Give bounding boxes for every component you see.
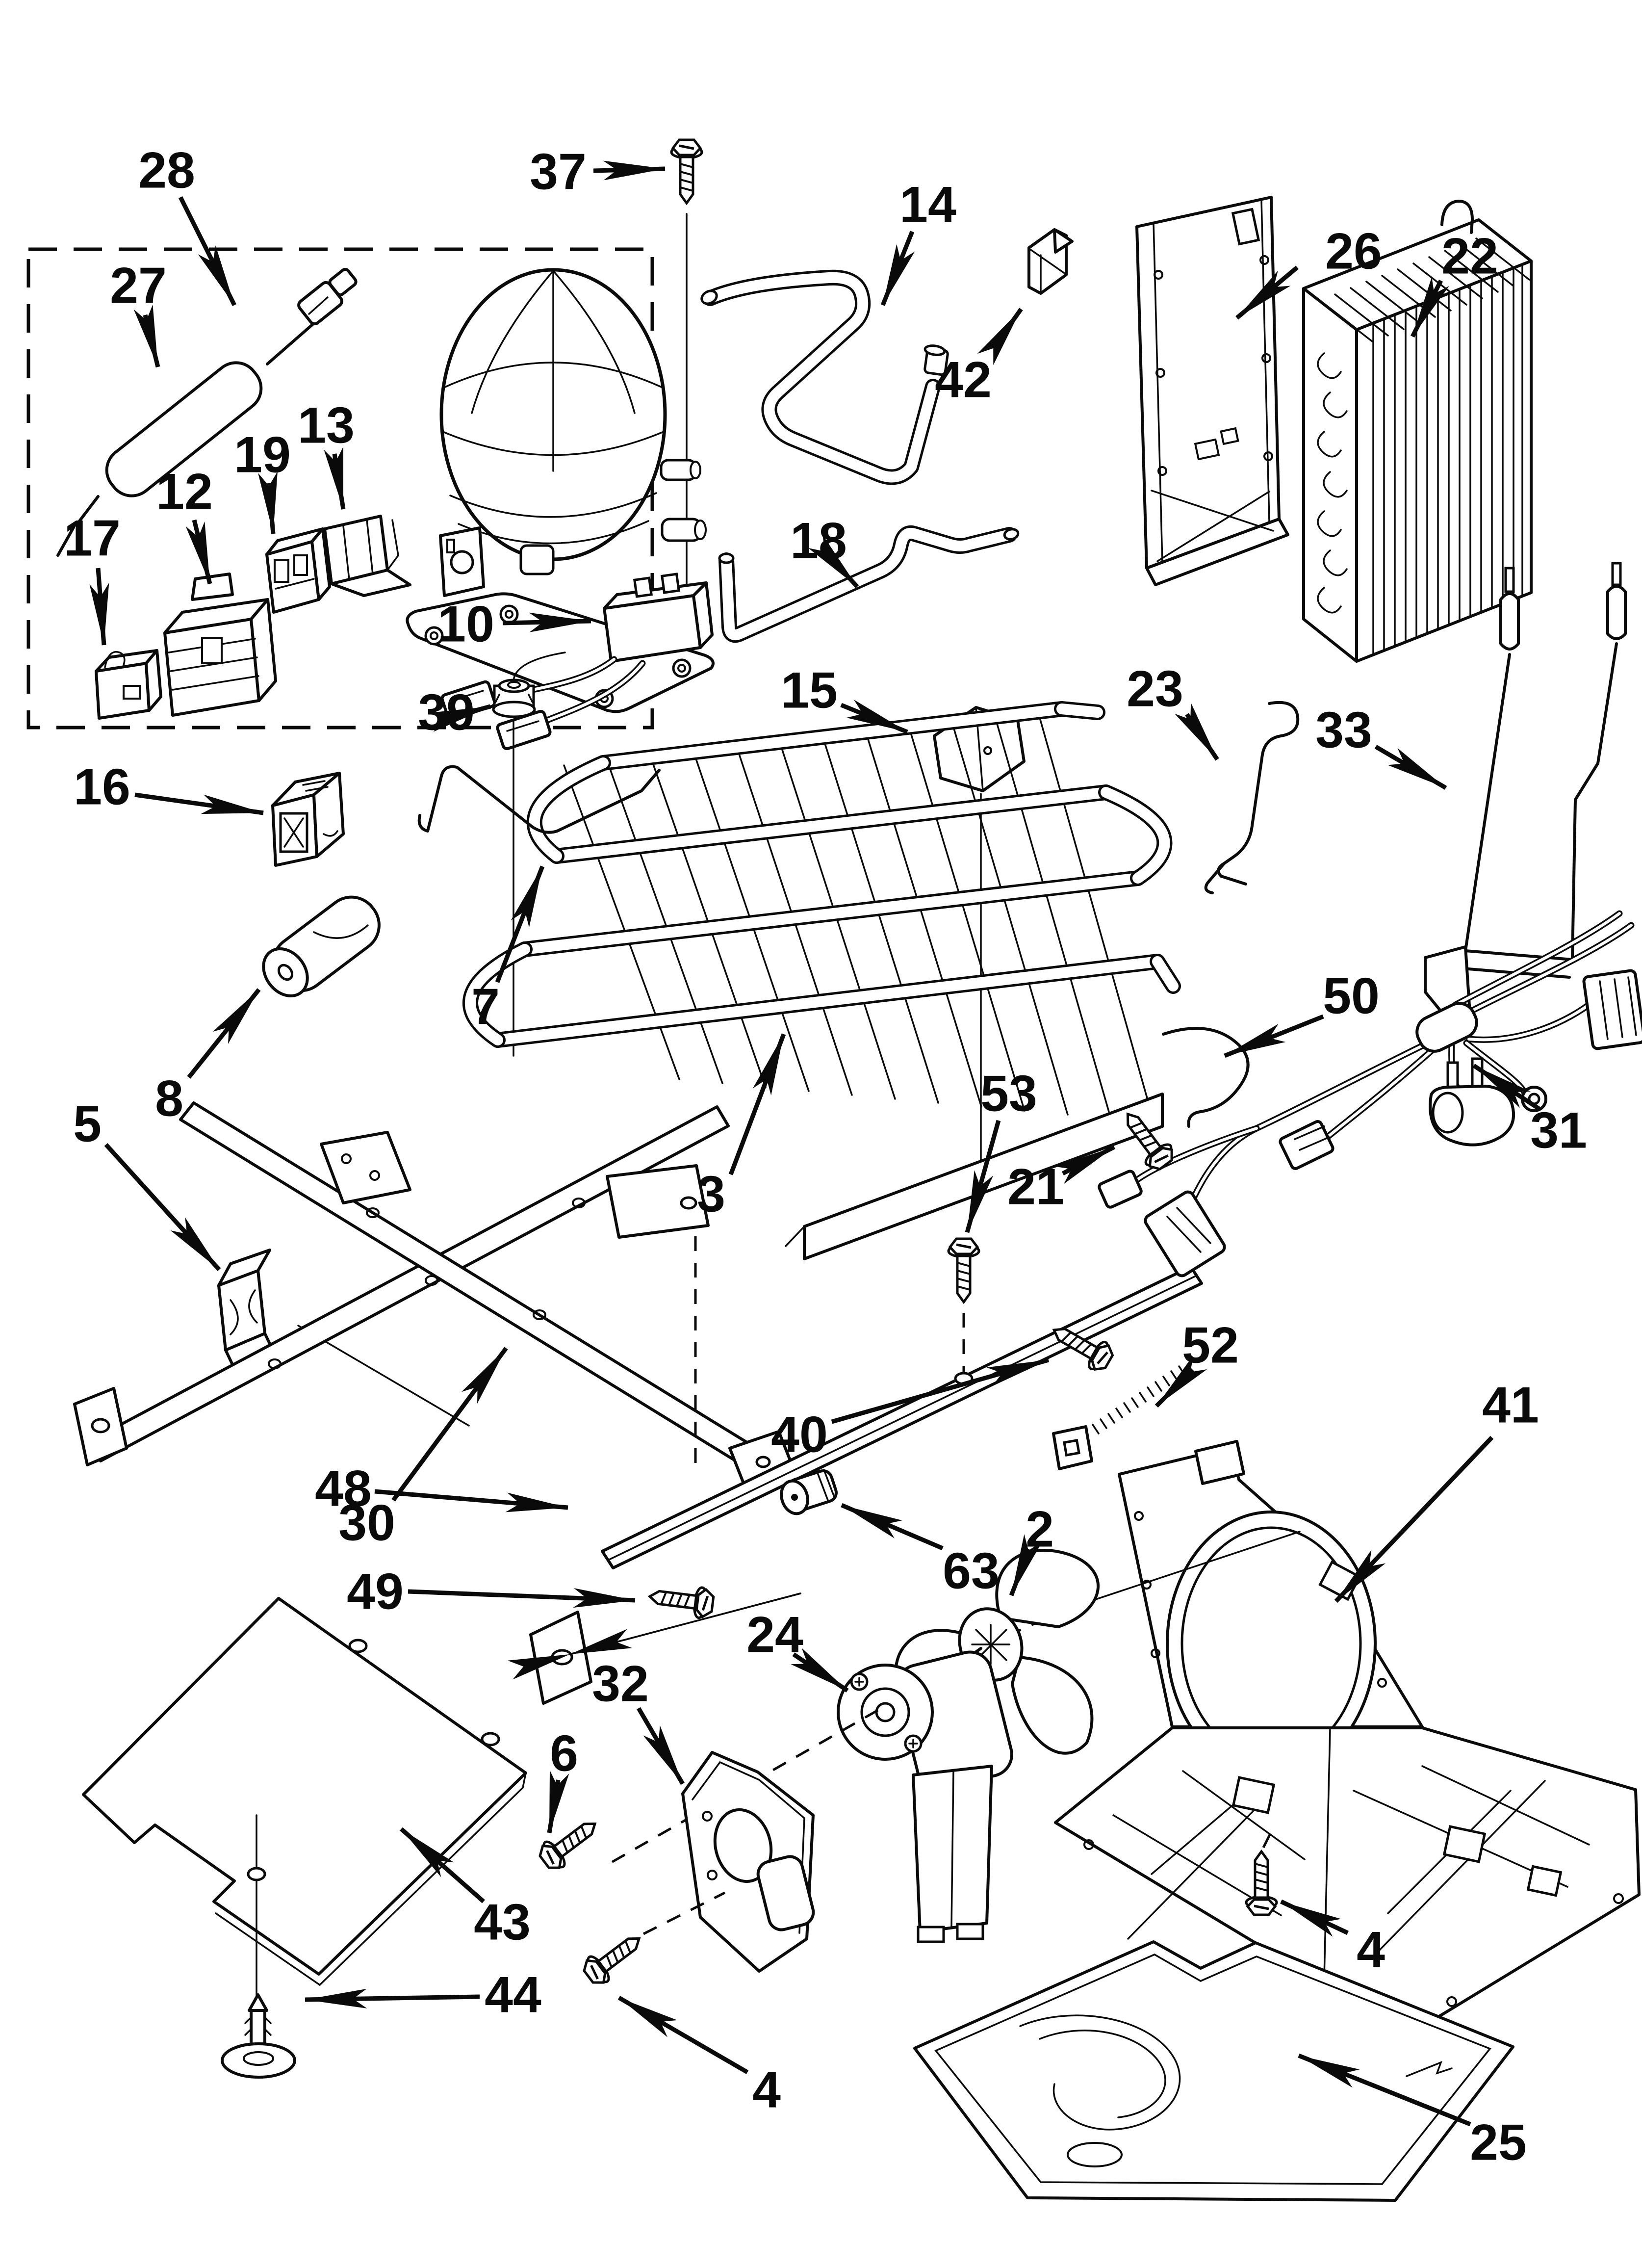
callout-arrow-27 bbox=[145, 315, 158, 367]
part-number-label-15: 15 bbox=[781, 662, 838, 719]
compressor-terminal-box bbox=[440, 528, 484, 596]
part-19-relay bbox=[267, 529, 330, 612]
part-number-label-63: 63 bbox=[943, 1542, 1000, 1600]
callout-19 bbox=[234, 426, 291, 534]
part-number-label-12: 12 bbox=[156, 463, 213, 521]
part-24-fan-motor bbox=[838, 1647, 1016, 1942]
callout-arrow-44 bbox=[305, 1997, 480, 2000]
part-18-tube bbox=[719, 528, 1019, 635]
callout-arrow-37 bbox=[593, 169, 665, 171]
part-52-cable-tie bbox=[1053, 1360, 1198, 1469]
callout-arrow-63 bbox=[842, 1505, 943, 1548]
part-50-clip bbox=[1163, 1028, 1248, 1126]
callout-32 bbox=[592, 1655, 683, 1784]
callout-arrow-7 bbox=[497, 866, 542, 982]
callout-17 bbox=[64, 510, 121, 645]
part-number-label-3: 3 bbox=[697, 1166, 725, 1223]
part-number-label-19: 19 bbox=[234, 426, 291, 484]
part-30-frame bbox=[75, 1103, 797, 1494]
callout-50 bbox=[1225, 967, 1380, 1056]
part-number-label-24: 24 bbox=[746, 1606, 803, 1664]
callout-arrow-5 bbox=[106, 1145, 219, 1270]
part-number-label-44: 44 bbox=[485, 1966, 541, 2024]
part-13-cover bbox=[325, 516, 410, 596]
part-14-tube bbox=[699, 278, 948, 477]
callout-arrow-16 bbox=[135, 795, 263, 813]
part-number-label-41: 41 bbox=[1482, 1377, 1539, 1434]
callout-arrow-30 bbox=[393, 1348, 506, 1500]
callout-arrow-48 bbox=[375, 1491, 568, 1508]
callout-27 bbox=[110, 257, 167, 367]
part-17-relay bbox=[96, 651, 161, 718]
part-number-label-32: 32 bbox=[592, 1655, 649, 1713]
part-number-label-48: 48 bbox=[315, 1460, 372, 1517]
callout-30 bbox=[338, 1348, 506, 1551]
callout-arrow-28 bbox=[180, 197, 234, 305]
part-number-label-40: 40 bbox=[771, 1406, 828, 1463]
part-number-label-23: 23 bbox=[1127, 660, 1183, 718]
part-number-label-16: 16 bbox=[74, 758, 130, 816]
callout-arrow-14 bbox=[883, 232, 912, 305]
callout-arrow-33 bbox=[1376, 747, 1446, 788]
callout-arrow-6 bbox=[549, 1780, 558, 1833]
harness-connector bbox=[1583, 970, 1642, 1049]
callout-arrow-49 bbox=[408, 1591, 635, 1600]
callout-13 bbox=[298, 397, 355, 509]
part-12-start-device bbox=[165, 574, 276, 715]
callout-arrow-41 bbox=[1336, 1437, 1492, 1601]
part-number-label-10: 10 bbox=[437, 596, 494, 653]
callout-16 bbox=[74, 758, 263, 815]
callout-arrow-32 bbox=[639, 1708, 683, 1784]
part-number-label-50: 50 bbox=[1323, 967, 1380, 1025]
part-number-label-39: 39 bbox=[418, 684, 475, 741]
part-43-cover-plate bbox=[83, 1598, 526, 2006]
callout-24 bbox=[746, 1606, 847, 1691]
part-number-label-49: 49 bbox=[347, 1563, 404, 1620]
callout-37 bbox=[530, 143, 665, 200]
part-number-label-14: 14 bbox=[899, 176, 956, 234]
part-number-label-27: 27 bbox=[110, 257, 167, 314]
part-37-screw bbox=[671, 140, 702, 203]
callout-4-39 bbox=[619, 1998, 781, 2118]
part-number-label-6: 6 bbox=[550, 1725, 578, 1782]
callout-14 bbox=[883, 176, 956, 305]
part-44-push-pin bbox=[222, 1995, 295, 2077]
callout-8 bbox=[155, 990, 259, 1127]
callout-arrow-4 bbox=[619, 1998, 747, 2072]
part-number-label-30: 30 bbox=[338, 1494, 395, 1552]
callout-arrow-3 bbox=[731, 1034, 784, 1174]
callout-48 bbox=[315, 1460, 568, 1517]
part-number-label-53: 53 bbox=[980, 1065, 1037, 1122]
callout-63 bbox=[842, 1505, 1000, 1599]
callout-33 bbox=[1315, 702, 1446, 788]
part-48-rail bbox=[531, 1267, 1202, 1703]
callout-52 bbox=[1156, 1317, 1239, 1406]
part-23-hook bbox=[1206, 703, 1298, 893]
callout-arrow-17 bbox=[98, 568, 104, 645]
callout-arrow-40 bbox=[832, 1360, 1049, 1422]
part-49-screw bbox=[648, 1581, 715, 1619]
callout-arrow-23 bbox=[1187, 714, 1217, 759]
callout-43 bbox=[401, 1829, 531, 1951]
callout-arrow-10 bbox=[503, 621, 591, 623]
part-number-label-4: 4 bbox=[1357, 1921, 1385, 1979]
callout-arrow-50 bbox=[1225, 1017, 1323, 1056]
part-number-label-8: 8 bbox=[155, 1070, 183, 1127]
callout-42 bbox=[935, 309, 1021, 408]
part-number-label-4: 4 bbox=[752, 2061, 781, 2119]
callout-arrow-12 bbox=[194, 520, 210, 584]
part-6-screw bbox=[535, 1812, 604, 1874]
part-number-label-25: 25 bbox=[1470, 2114, 1527, 2171]
part-number-label-33: 33 bbox=[1315, 702, 1372, 759]
part-number-label-5: 5 bbox=[73, 1095, 102, 1153]
part-26-rear-panel bbox=[1137, 197, 1288, 585]
part-number-label-17: 17 bbox=[64, 510, 121, 567]
part-number-label-13: 13 bbox=[298, 397, 355, 454]
part-8-roller bbox=[255, 886, 390, 1005]
part-number-label-43: 43 bbox=[474, 1894, 531, 1951]
callout-6 bbox=[549, 1725, 578, 1833]
callout-41 bbox=[1336, 1377, 1539, 1601]
part-number-label-26: 26 bbox=[1325, 223, 1382, 280]
part-number-label-52: 52 bbox=[1182, 1317, 1239, 1374]
part-number-label-42: 42 bbox=[935, 351, 992, 409]
part-number-label-37: 37 bbox=[530, 143, 587, 201]
callout-arrow-19 bbox=[269, 483, 273, 534]
part-number-label-2: 2 bbox=[1026, 1501, 1054, 1558]
callout-arrow-42 bbox=[995, 309, 1021, 346]
part-number-label-28: 28 bbox=[138, 142, 195, 199]
part-3-evaporator bbox=[470, 709, 1173, 1259]
part-number-label-22: 22 bbox=[1441, 228, 1498, 285]
part-number-label-31: 31 bbox=[1530, 1102, 1587, 1159]
part-number-label-21: 21 bbox=[1007, 1158, 1064, 1216]
part-number-label-7: 7 bbox=[471, 978, 500, 1036]
callout-12 bbox=[156, 463, 213, 584]
part-42-clip bbox=[1029, 230, 1072, 293]
part-number-label-18: 18 bbox=[790, 512, 847, 570]
callout-arrow-8 bbox=[189, 990, 259, 1077]
callout-44 bbox=[305, 1966, 541, 2023]
callout-18 bbox=[790, 512, 857, 587]
callout-49 bbox=[347, 1563, 635, 1620]
callout-23 bbox=[1127, 660, 1217, 759]
part-53-screw-assembly bbox=[949, 1239, 979, 1384]
part-16-relay bbox=[273, 773, 343, 865]
callout-arrow-13 bbox=[334, 454, 343, 509]
